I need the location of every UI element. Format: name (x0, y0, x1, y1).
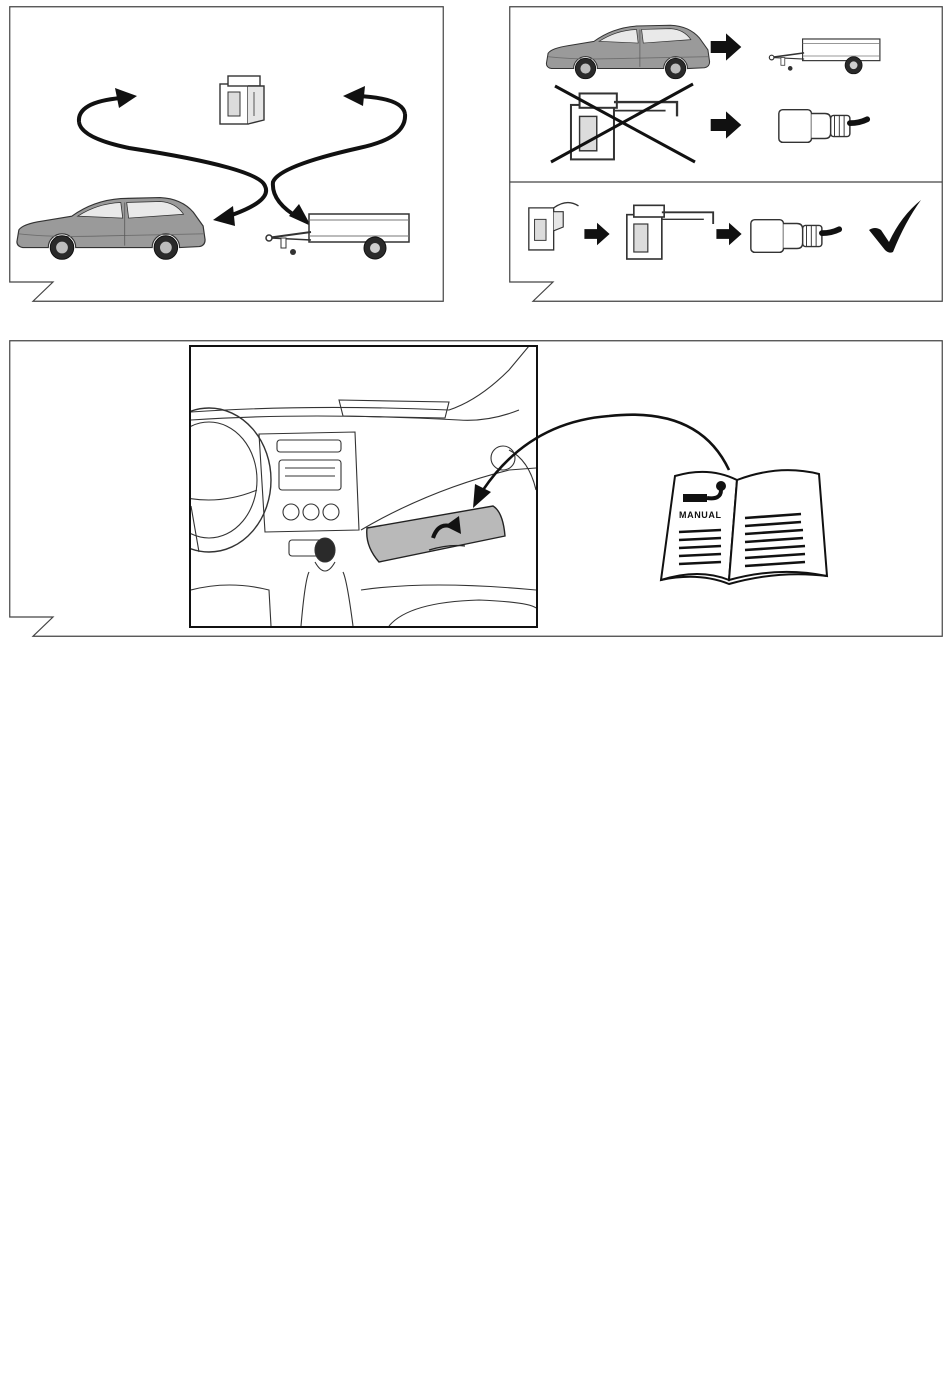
hatchback-car-icon (17, 198, 205, 260)
trailer-socket-lid-icon (627, 205, 713, 259)
manual-cover-word: MANUAL (679, 510, 722, 520)
arrow-right-icon (711, 33, 742, 60)
trailer-icon (769, 39, 880, 74)
curved-arrow-right-icon (273, 86, 405, 226)
panel-connection-order (509, 6, 943, 302)
arrow-right-icon (716, 223, 741, 245)
checkmark-icon (869, 200, 921, 253)
manual-book-icon (661, 470, 827, 584)
arrow-right-icon (711, 111, 742, 138)
panel-manual-glovebox (9, 340, 943, 637)
hatchback-car-icon (546, 25, 709, 79)
panel-vehicle-trailer-loop (9, 6, 444, 302)
trailer-plug-icon (779, 110, 867, 143)
arrow-right-icon (584, 223, 609, 245)
trailer-socket-open-icon (529, 203, 579, 250)
trailer-socket-icon (220, 76, 264, 124)
trailer-plug-icon (751, 220, 839, 253)
trailer-icon (266, 214, 409, 259)
